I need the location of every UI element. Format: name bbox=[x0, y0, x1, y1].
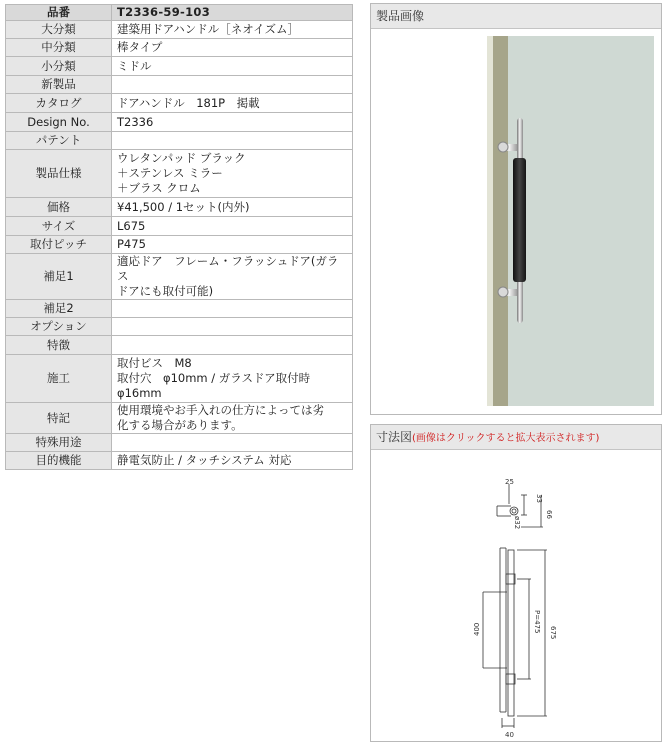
spec-value bbox=[112, 318, 353, 336]
spec-value bbox=[112, 300, 353, 318]
spec-row bbox=[6, 21, 353, 39]
spec-label: 中分類 bbox=[6, 39, 112, 57]
spec-value-line: ¥41,500 / 1セット(内外) bbox=[117, 199, 250, 214]
spec-value-line: T2336-59-103 bbox=[117, 5, 211, 19]
spec-label: オプション bbox=[6, 318, 112, 336]
spec-row bbox=[6, 300, 353, 318]
spec-value-line: 静電気防止 / タッチシステム 対応 bbox=[117, 453, 292, 467]
dim-66-label: 66 bbox=[545, 510, 553, 519]
spec-value-line: T2336 bbox=[117, 114, 154, 129]
spec-row bbox=[6, 318, 353, 336]
spec-value bbox=[112, 94, 353, 113]
spec-row bbox=[6, 336, 353, 355]
spec-label: 新製品 bbox=[6, 76, 112, 94]
dimension-drawing-panel bbox=[370, 424, 662, 742]
spec-value-line: P475 bbox=[117, 237, 146, 251]
spec-value-line: 棒タイプ bbox=[117, 40, 163, 54]
spec-value-line: ＋ステンレス ミラー bbox=[117, 166, 223, 180]
dim-675-label: 675 bbox=[549, 626, 557, 640]
dimension-drawing-title: 寸法図 bbox=[376, 430, 413, 444]
spec-value bbox=[112, 21, 353, 39]
spec-label: 製品仕様 bbox=[6, 150, 112, 198]
spec-label: パテント bbox=[6, 132, 112, 150]
spec-table bbox=[5, 4, 353, 470]
spec-value bbox=[112, 57, 353, 76]
spec-value bbox=[112, 403, 353, 434]
dim-32-label: ø32 bbox=[513, 516, 521, 530]
spec-value-line: 取付穴 φ10mm / ガラスドア取付時 bbox=[117, 371, 311, 385]
spec-value bbox=[112, 76, 353, 94]
spec-label: 特殊用途 bbox=[6, 434, 112, 452]
spec-label: 目的機能 bbox=[6, 452, 112, 470]
spec-value-line: ウレタンパッド ブラック bbox=[117, 151, 246, 165]
spec-value-line: 建築用ドアハンドル［ネオイズム］ bbox=[117, 22, 300, 36]
spec-label: 小分類 bbox=[6, 57, 112, 76]
product-image-panel bbox=[370, 3, 662, 415]
spec-row bbox=[6, 403, 353, 434]
spec-label: 特記 bbox=[6, 403, 112, 434]
spec-value-line: φ16mm bbox=[117, 386, 162, 400]
spec-value-line: ドアにも取付可能) bbox=[117, 284, 214, 298]
dim-25-label: 25 bbox=[505, 478, 514, 486]
spec-value-line: 適応ドア フレーム・フラッシュドア(ガラス bbox=[117, 254, 339, 283]
spec-value-line: 化する場合があります。 bbox=[117, 418, 243, 432]
spec-value bbox=[112, 198, 353, 217]
spec-value bbox=[112, 217, 353, 236]
dimension-drawing-header bbox=[371, 425, 661, 450]
dim-400-label: 400 bbox=[473, 622, 481, 636]
spec-label: 大分類 bbox=[6, 21, 112, 39]
spec-row bbox=[6, 5, 353, 21]
spec-value bbox=[112, 236, 353, 254]
spec-value bbox=[112, 150, 353, 198]
spec-row bbox=[6, 236, 353, 254]
spec-row bbox=[6, 39, 353, 57]
spec-value bbox=[112, 355, 353, 403]
spec-label: Design No. bbox=[6, 113, 112, 132]
spec-value-line: ＋ブラス クロム bbox=[117, 181, 201, 195]
spec-value bbox=[112, 113, 353, 132]
spec-value bbox=[112, 452, 353, 470]
spec-value bbox=[112, 132, 353, 150]
spec-row bbox=[6, 150, 353, 198]
spec-row bbox=[6, 254, 353, 300]
product-image-title: 製品画像 bbox=[371, 4, 661, 29]
spec-value-line: L675 bbox=[117, 218, 146, 233]
enlarge-note: (画像はクリックすると拡大表示されます) bbox=[412, 433, 600, 444]
dim-33-label: 33 bbox=[535, 494, 543, 503]
spec-label: 価格 bbox=[6, 198, 112, 217]
dim-40-label: 40 bbox=[505, 731, 514, 739]
spec-value-line: 取付ビス M8 bbox=[117, 356, 192, 370]
spec-value bbox=[112, 336, 353, 355]
spec-row bbox=[6, 94, 353, 113]
spec-label: カタログ bbox=[6, 94, 112, 113]
spec-row bbox=[6, 434, 353, 452]
spec-value bbox=[112, 434, 353, 452]
spec-value-line: ミドル bbox=[117, 58, 152, 73]
spec-label: サイズ bbox=[6, 217, 112, 236]
spec-row bbox=[6, 198, 353, 217]
spec-label: 施工 bbox=[6, 355, 112, 403]
spec-row bbox=[6, 57, 353, 76]
dim-475-label: P=475 bbox=[533, 610, 541, 634]
spec-label: 品番 bbox=[6, 5, 112, 21]
spec-value bbox=[112, 254, 353, 300]
spec-value bbox=[112, 39, 353, 57]
spec-row bbox=[6, 132, 353, 150]
spec-row bbox=[6, 113, 353, 132]
product-photo[interactable] bbox=[376, 36, 654, 406]
spec-row bbox=[6, 452, 353, 470]
dimension-drawing[interactable] bbox=[371, 450, 661, 740]
spec-value-line: ドアハンドル 181P 掲載 bbox=[117, 95, 260, 110]
spec-label: 特徴 bbox=[6, 336, 112, 355]
spec-value-line: 使用環境やお手入れの仕方によっては劣 bbox=[117, 403, 324, 417]
spec-value bbox=[112, 5, 353, 21]
spec-label: 取付ピッチ bbox=[6, 236, 112, 254]
spec-label: 補足1 bbox=[6, 254, 112, 300]
spec-row bbox=[6, 355, 353, 403]
spec-label: 補足2 bbox=[6, 300, 112, 318]
spec-row bbox=[6, 217, 353, 236]
spec-row bbox=[6, 76, 353, 94]
door-handle-photo bbox=[376, 36, 654, 406]
